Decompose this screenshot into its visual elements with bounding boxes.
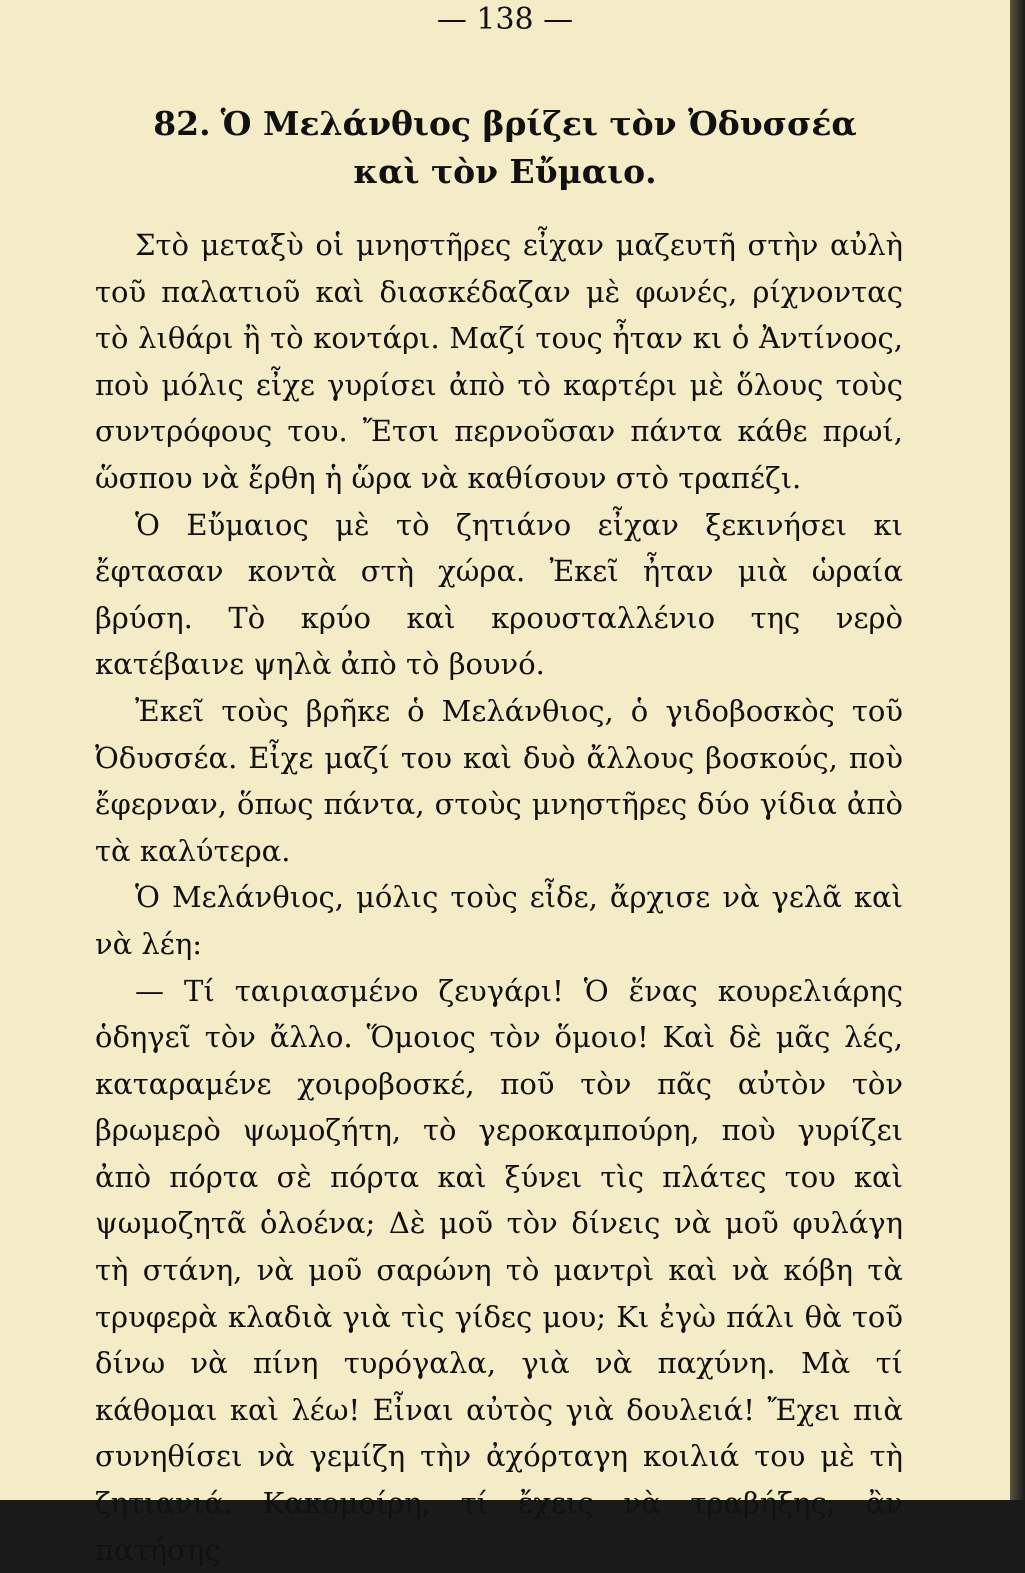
chapter-title-text: Ὁ Μελάνθιος βρίζει τὸν Ὀδυσσέα — [221, 104, 857, 143]
chapter-number: 82. — [153, 104, 210, 143]
page-edge-shadow — [1010, 0, 1025, 1500]
page-number: — 138 — — [0, 2, 1010, 37]
chapter-title-line-1 — [0, 100, 1010, 148]
paragraph: Ὁ Εὔμαιος μὲ τὸ ζητιάνο εἶχαν ξεκινήσει κι ἔφτασαν κοντὰ στὴ χώρα. Ἐκεῖ ἦταν μιὰ ὡραία βρύση. Τὸ κρύο καὶ κρουσταλλένιο της νερὸ κατέβαινε ψηλὰ ἀπὸ τὸ βουνό. — [95, 502, 903, 688]
paragraph: Στὸ μεταξὺ οἱ μνηστῆρες εἶχαν μαζευτῆ στὴν αὐλὴ τοῦ παλατιοῦ καὶ διασκέδαζαν μὲ φωνές, ρίχνοντας τὸ λιθάρι ἢ τὸ κοντάρι. Μαζί τους ἦταν κι ὁ Ἀντίνοος, ποὺ μόλις εἶχε γυρίσει ἀπὸ τὸ καρτέρι μὲ ὅλους τοὺς συντρόφους του. Ἔτσι περνοῦσαν πάντα κάθε πρωί, ὥσπου νὰ ἔρθη ἡ ὥρα νὰ καθίσουν στὸ τραπέζι. — [95, 222, 903, 502]
body-text — [95, 222, 903, 1573]
chapter-heading — [0, 100, 1010, 196]
chapter-title-line-2: καὶ τὸν Εὔμαιο. — [0, 148, 1010, 196]
paragraph: Ὁ Μελάνθιος, μόλις τοὺς εἶδε, ἄρχισε νὰ γελᾶ καὶ νὰ λέη: — [95, 874, 903, 967]
paragraph: — Τί ταιριασμένο ζευγάρι! Ὁ ἕνας κουρελιάρης ὁδηγεῖ τὸν ἄλλο. Ὅμοιος τὸν ὅμοιο! Καὶ δὲ μᾶς λές, καταραμένε χοιροβοσκέ, ποῦ τὸν πᾶς αὐτὸν τὸν βρωμερὸ ψωμοζήτη, τὸ γεροκαμπούρη, ποὺ γυρίζει ἀπὸ πόρτα σὲ πόρτα καὶ ξύνει τὶς πλάτες του καὶ ψωμοζητᾶ ὁλοένα; Δὲ μοῦ τὸν δίνεις νὰ μοῦ φυλάγη τὴ στάνη, νὰ μοῦ σαρώνη τὸ μαντρὶ καὶ νὰ κόβη τὰ τρυφερὰ κλαδιὰ γιὰ τὶς γίδες μου; Κι ἐγὼ πάλι θὰ τοῦ δίνω νὰ πίνη τυρόγαλα, γιὰ νὰ παχύνη. Μὰ τί κάθομαι καὶ λέω! Εἶναι αὐτὸς γιὰ δουλειά! Ἔχει πιὰ συνηθίσει νὰ γεμίζη τὴν ἀχόρταγη κοιλιά του μὲ τὴ ζητιανιά. Κακομοίρη, τί ἔχεις νὰ τραβήξης, ἂν πατήσης — [95, 968, 903, 1573]
paragraph: Ἐκεῖ τοὺς βρῆκε ὁ Μελάνθιος, ὁ γιδοβοσκὸς τοῦ Ὀδυσσέα. Εἶχε μαζί του καὶ δυὸ ἄλλους βοσκούς, ποὺ ἔφερναν, ὅπως πάντα, στοὺς μνηστῆρες δύο γίδια ἀπὸ τὰ καλύτερα. — [95, 688, 903, 874]
